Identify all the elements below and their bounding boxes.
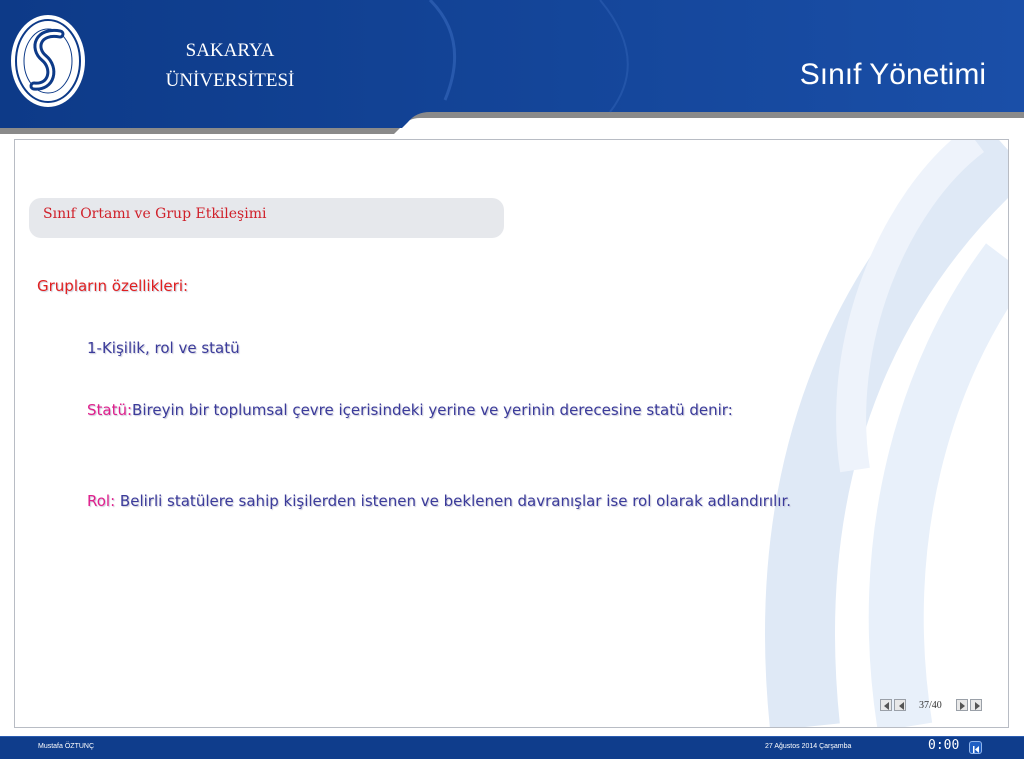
status-definition <box>87 401 733 419</box>
item-personality: 1-Kişilik, rol ve statü <box>87 339 240 357</box>
status-text: Bireyin bir toplumsal çevre içerisindeki yerine ve yerinin derecesine statü denir: <box>132 401 733 419</box>
course-title: Sınıf Yönetimi <box>799 58 986 91</box>
last-page-icon <box>972 701 982 711</box>
prev-page-button[interactable] <box>894 699 906 711</box>
slide-content <box>14 139 1009 728</box>
university-logo <box>8 12 88 110</box>
section-title: Sınıf Ortamı ve Grup Etkileşimi <box>43 206 267 222</box>
role-definition <box>87 492 791 510</box>
home-button[interactable] <box>969 741 982 754</box>
university-name <box>150 36 310 96</box>
university-name-line2: ÜNİVERSİTESİ <box>165 70 295 91</box>
timer-display: 0:00 <box>928 738 960 753</box>
role-text: Belirli statülere sahip kişilerden istenen ve beklenen davranışlar ise rol olarak adlandırılır. <box>115 492 792 510</box>
bottom-strip <box>0 759 1024 768</box>
status-label: Statü: <box>87 401 133 419</box>
first-page-button[interactable] <box>880 699 892 711</box>
last-page-button[interactable] <box>970 699 982 711</box>
next-page-button[interactable] <box>956 699 968 711</box>
footer-date: 27 Ağustos 2014 Çarşamba <box>765 743 852 750</box>
section-title-bar <box>29 198 504 238</box>
next-page-icon <box>958 701 968 711</box>
author-name: Mustafa ÖZTUNÇ <box>38 743 95 750</box>
role-label: Rol: <box>87 492 116 510</box>
home-icon <box>970 744 981 755</box>
first-page-icon <box>882 701 892 711</box>
university-name-line1: SAKARYA <box>185 40 275 61</box>
group-heading: Grupların özellikleri: <box>37 277 189 295</box>
slide-footer <box>0 736 1024 759</box>
page-indicator: 37/40 <box>919 700 942 711</box>
slide-header <box>0 0 1024 140</box>
prev-page-icon <box>896 701 906 711</box>
